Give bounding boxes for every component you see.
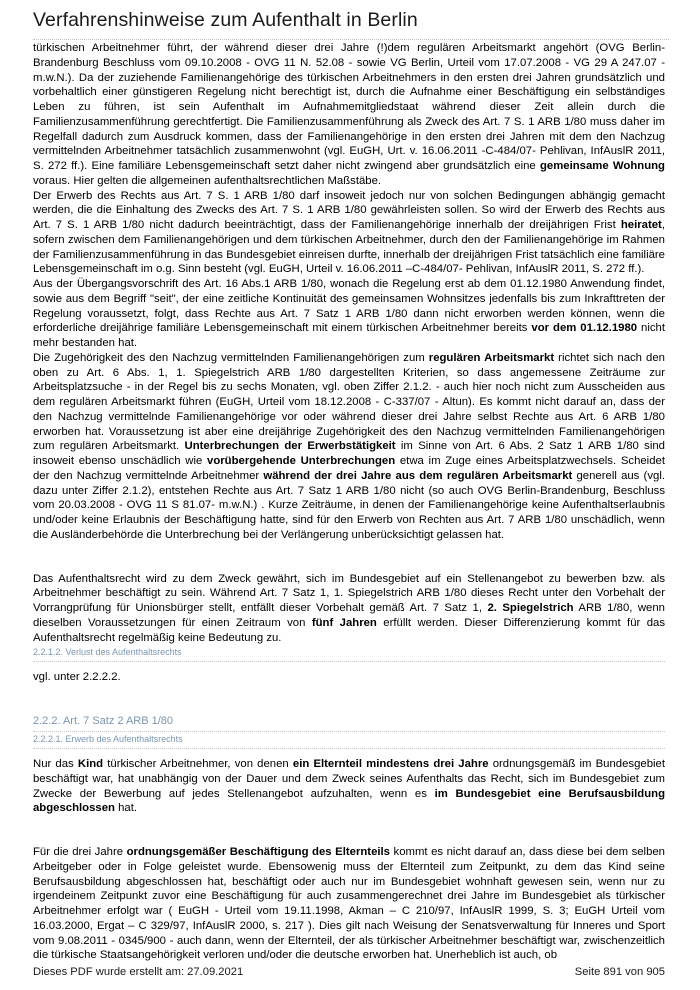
text-run: erfüllt werden. Dieser Differenzierung kommt für das Aufenthaltsrecht regelmäßig keine Bedeutung zu. [33, 616, 666, 644]
text-run: etwa im Zuge eines Arbeitsplatzwechsels. Scheidet der den Nachzug vermittelnde Arbeitnehmer [33, 455, 665, 482]
text-run: türkischer Arbeitnehmer, von denen [103, 758, 293, 770]
paragraph [33, 757, 665, 816]
document-body [33, 41, 665, 963]
text-run: ARB 1/80, wenn dieselben Voraussetzungen für einen Zeitraum von [33, 602, 665, 629]
paragraph [33, 277, 665, 351]
bold-text: während der drei Jahre aus dem regulären Arbeitsmarkt [263, 469, 573, 482]
text-run: Die Zugehörigkeit des den Nachzug vermittelnden Familienangehörigen zum [33, 351, 429, 364]
text-run: Das Aufenthaltsrecht wird zu dem Zweck gewährt, sich im Bundesgebiet auf ein Stellenangebot zu bewerben bzw. als Arbeitnehmer beschäftigt zu sein. Während Art. 7 Satz 1, 1. Spiegelstrich ARB 1/80 dieses Recht unter den Vorbehalt der Vorrangprüfung für Unionsbürger stellt, entfällt dieser Vorbehalt gemäß Art. 7 Satz 1, [33, 572, 665, 614]
text-run: Aus der Übergangsvorschrift des Art. 16 Abs.1 ARB 1/80, wonach die Regelung erst ab dem 01.12.1980 Anwendung findet, sowie aus dem Begriff "seit", der eine zeitliche Kontinuität des gemeinsamen Wohnsitzes jedenfalls bis zum Inkrafttreten der Regelung voraussetzt, folgt, dass Rechte aus Art. 7 Satz 1 ARB 1/80 dann nicht erworben werden können, wenn die erforderliche dreijährige familiäre Lebensgemeinschaft mit einem türkischen Arbeitnehmer bereits [33, 278, 665, 335]
paragraph [33, 189, 665, 278]
bold-text: 2. Spiegelstrich [487, 602, 574, 614]
bold-text: heiratet [620, 219, 662, 231]
subsection-heading: 2.2.1.2. Verlust des Aufenthaltsrechts [33, 646, 665, 662]
text-run: nicht mehr bestanden hat. [33, 322, 665, 349]
paragraph [33, 351, 665, 543]
bold-text: vorübergehende Unterbrechungen [207, 455, 396, 467]
page-number: Seite 891 von 905 [574, 966, 665, 978]
text-run: Nur das [33, 758, 78, 770]
paragraph [33, 572, 665, 646]
bold-text: regulären Arbeitsmarkt [428, 351, 555, 364]
bold-text: fünf Jahren [311, 616, 377, 629]
text-run: ordnungsgemäß im Bundesgebiet beschäftigt war, hat unabhängig von der Dauer und dem Zweck seines Aufenthalts das Recht, sich im Bundesgebiet zum Zwecke der Bewerbung auf jedes Stellenangebot aufzuhalten, wenn es [33, 758, 665, 800]
text-run: kommt es nicht darauf an, dass diese bei dem selben Arbeitgeber oder in Folge geleistet wurde. Ebensowenig muss der Elternteil zum Zeitpunkt, zu dem das Kind seine Berufsausbildung abgeschlossen hat, beschäftigt oder auch nur im Bundesgebiet wohnhaft gewesen sein, wenn nur zu irgendeinem Zeitpunkt zuvor eine Beschäftigung für auch zusammengerechnet drei Jahre im Bundesgebiet als türkischer Arbeitnehmer erfolgt war ( EuGH - Urteil vom 19.11.1998, Akman – C 210/97, InfAuslR 1999, S. 3; EuGH Urteil vom 16.03.2000, Ergat – C 329/97, InfAuslR 2000, s. 217 ). Dies gilt nach Weisung der Senatsverwaltung für Inneres und Sport vom 9.08.2011 - 0345/900 - auch dann, wenn der Elternteil, der als türkischer Arbeitnehmer beschäftigt war, zwischenzeitlich die türkische Staatsangehörigkeit verloren und/oder die deutsche erworben hat. Unerheblich ist auch, ob [33, 846, 665, 962]
text-run: generell aus (vgl. dazu unter Ziffer 2.1.2), entstehen Rechte aus Art. 7 Satz 1 ARB 1/80 nicht (so auch OVG Berlin-Brandenburg, Beschluss vom 20.03.2008 - OVG 11 S 81.07- m.w.N.) . Kurze Zeiträume, in denen der Familienangehörige keine Aufenthaltserlaubnis und/oder keine Erlaubnis der Beschäftigung hatte, sind für den Erwerb von Rechten aus Art. 7 ARB 1/80 unschädlich, wenn die Ausländerbehörde die Unterbrechung bei der Verlängerung unberücksichtigt gelassen hat. [33, 469, 665, 541]
bold-text: im Bundesgebiet eine Berufsausbildung abgeschlossen [33, 787, 665, 815]
text-run: Der Erwerb des Rechts aus Art. 7 S. 1 ARB 1/80 darf insoweit jedoch nur von solchen Bedingungen abhängig gemacht werden, die die Einhaltung des Zwecks des Art. 7 S. 1 ARB 1/80 gewährleisten sollen. So wird der Erwerb des Rechts aus Art. 7 S. 1 ARB 1/80 nicht dadurch beeinträchtigt, dass der Familienangehörige innerhalb der dreijährigen Frist [33, 189, 665, 231]
paragraph: vgl. unter 2.2.2.2. [33, 671, 121, 684]
bold-text: vor dem 01.12.1980 [531, 322, 638, 335]
text-run: Für die drei Jahre [33, 846, 127, 858]
bold-text: Kind [77, 758, 104, 770]
text-run: türkischen Arbeitnehmer führt, der während dieser drei Jahre (!)dem regulären Arbeitsmarkt angehört (OVG Berlin-Brandenburg Beschluss vom 09.10.2008 - OVG 11 N. 52.08 - sowie VG Berlin, Urteil vom 17.07.2008 - VG 29 A 247.07 - m.w.N.). Da der zuziehende Familienangehörige des türkischen Arbeitnehmers in den ersten drei Jahren grundsätzlich und vorbehaltlich einer günstigeren Regelung nicht berechtigt ist, durch die Aufnahme einer Beschäftigung ein selbständiges Leben zu führen, ist sein Aufenthalt im Aufnahmemitgliedstaat während dieser Zeit allein durch die Familienzusammenführung gerechtfertigt. Die Familienzusammenführung als Zweck des Art. 7 S. 1 ARB 1/80 muss daher im Regelfall dadurch zum Ausdruck kommen, dass der Familienangehörige in den ersten drei Jahren mit dem den Nachzug vermittelnden Arbeitnehmer tatsächlich zusammenwohnt (vgl. EuGH, Urt. v. 16.06.2011 -C-484/07- Pehlivan, InfAuslR 2011, S. 272 ff.). Eine familiäre Lebensgemeinschaft setzt daher nicht zwingend aber grundsätzlich eine [33, 42, 665, 172]
bold-text: ordnungsgemäßer Beschäftigung des Elternteils [126, 846, 390, 858]
text-run: voraus. Hier gelten die allgemeinen aufenthaltsrechtlichen Maßstäbe. [33, 174, 382, 187]
text-run: im Sinne von Art. 6 Abs. 2 Satz 1 ARB 1/80 sind insoweit ebenso unschädlich wie [33, 440, 665, 467]
paragraph [33, 845, 665, 963]
bold-text: gemeinsame Wohnung [539, 160, 665, 172]
page-title: Verfahrenshinweise zum Aufenthalt in Berlin [33, 9, 669, 40]
section-heading: 2.2.2. Art. 7 Satz 2 ARB 1/80 [33, 714, 665, 732]
creation-date-text: Dieses PDF wurde erstellt am: 27.09.2021 [33, 966, 244, 978]
text-run: , sofern zwischen dem Familienangehörigen und dem türkischen Arbeitnehmer, durch den der Familienangehörige im Rahmen der Familienzusammenführung in das Bundesgebiet einreisen durfte, innerhalb der dreijährigen Frist tatsächlich eine familiäre Lebensgemeinschaft im o.g. Sinn besteht (vgl. EuGH, Urteil v. 16.06.2011 –C-484/07- Pehlivan, InfAuslR 2011, S. 272 ff.). [33, 219, 665, 276]
paragraph [33, 41, 665, 189]
text-run: hat. [114, 802, 138, 815]
subsection-heading: 2.2.2.1. Erwerb des Aufenthaltsrechts [33, 733, 665, 749]
bold-text: ein Elternteil mindestens drei Jahre [292, 758, 489, 770]
bold-text: Unterbrechungen der Erwerbstätigkeit [184, 440, 396, 453]
page-footer [33, 966, 665, 978]
text-run: richtet sich nach den oben zu Art. 6 Abs. 1, 1. Spiegelstrich ARB 1/80 dargestellten Kriterien, so dass angemessene Zeiträume zur Arbeitsplatzsuche - in der Regel bis zu sechs Monaten, vgl. oben Ziffer 2.1.2. - auch hier noch nicht zum Ausscheiden aus dem regulären Arbeitsmarkt führen (EuGH, Urteil vom 18.12.2008 - C-337/07 - Altun). Es kommt nicht darauf an, dass der den Nachzug vermittelnde Familienangehörige vor oder während dieser drei Jahre selbst Rechte aus Art. 6 ARB 1/80 erworben hat. Voraussetzung ist aber eine dreijährige Zugehörigkeit des den Nachzug vermittelnden Familienangehörigen zum regulären Arbeitsmarkt. [33, 351, 665, 453]
